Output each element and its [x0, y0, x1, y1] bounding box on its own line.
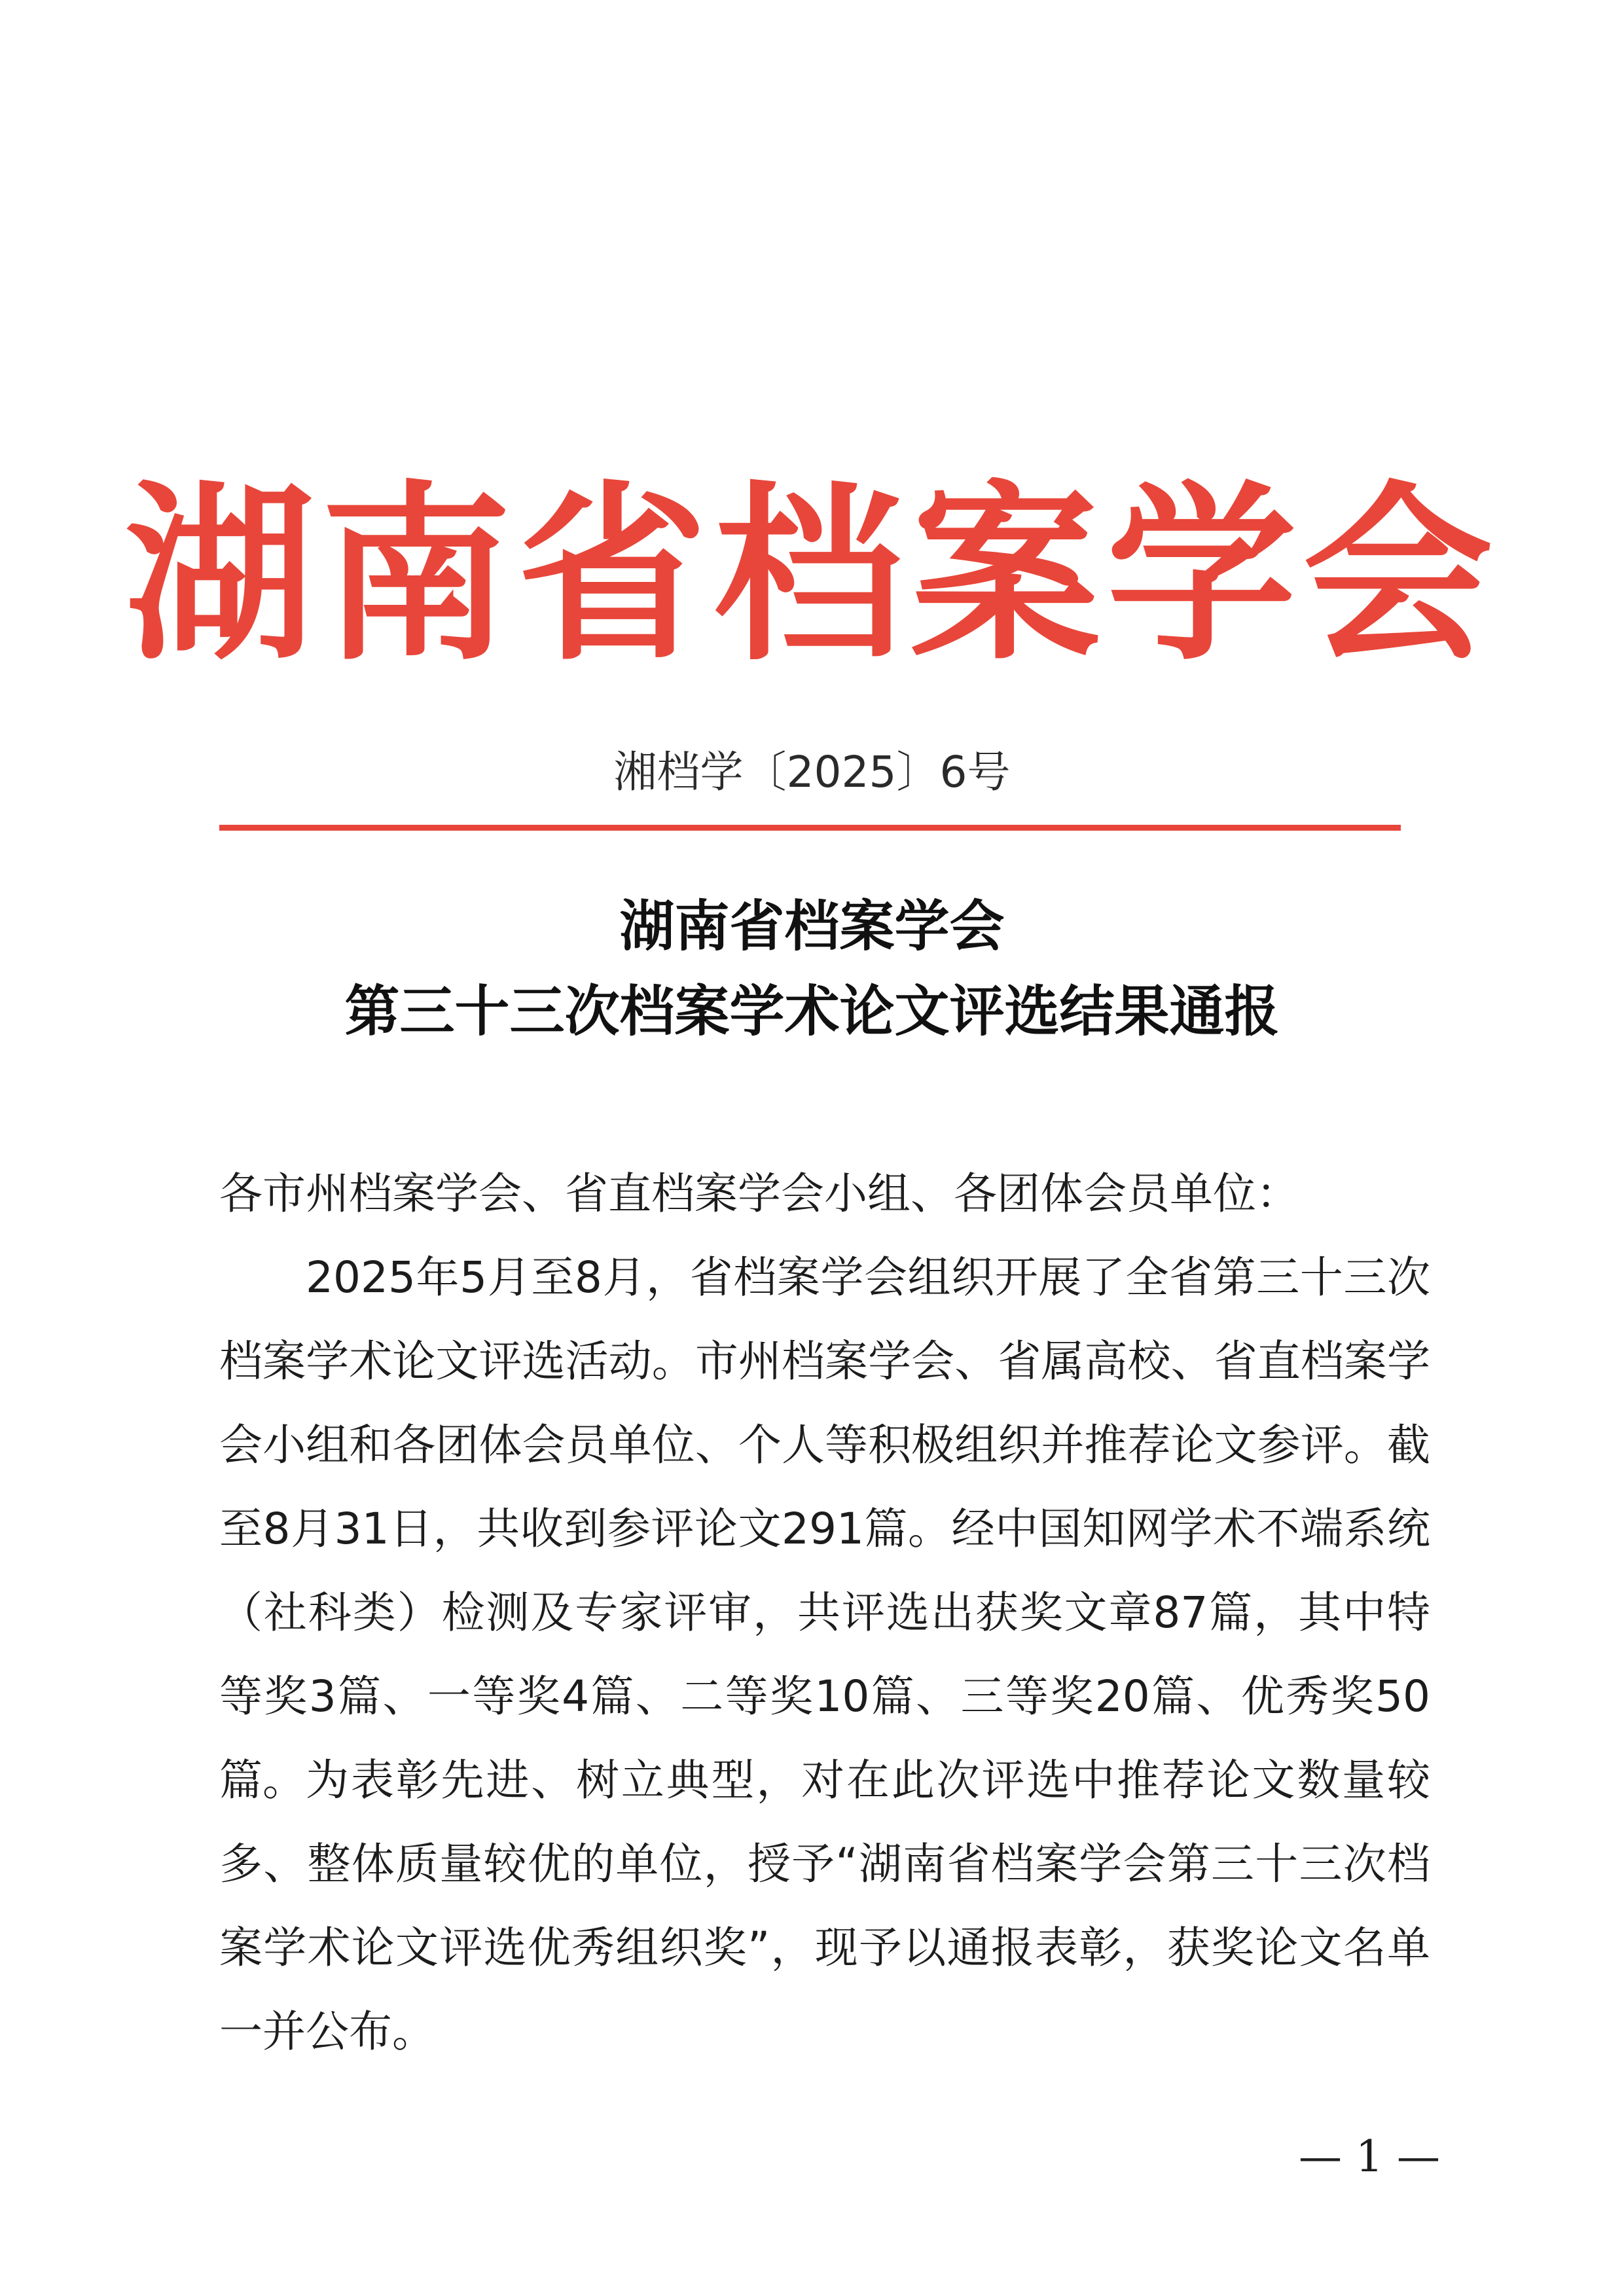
document-title-line-1: 湖南省档案学会: [619, 894, 1005, 958]
document-number: 湘档学〔2025〕6号: [613, 747, 1011, 797]
red-divider-line: [219, 825, 1401, 831]
issuing-organization-header: 湖南省档案学会: [124, 465, 1500, 686]
page-number: — 1 —: [1299, 2131, 1440, 2182]
body-paragraph-1: 2025年5月至8月，省档案学会组织开展了全省第三十三次档案学术论文评选活动。市州档案学会、省属高校、省直档案学会小组和各团体会员单位、个人等积极组织并推荐论文参评。截至8月31日，共收到参评论文291篇。经中国知网学术不端系统（社科类）检测及专家评审，共评选出获奖文章87篇，其中特等奖3篇、一等奖4篇、二等奖10篇、三等奖20篇、优秀奖50篇。: [219, 1252, 1430, 1805]
salutation: 各市州档案学会、省直档案学会小组、各团体会员单位：: [219, 1168, 1299, 1219]
body-paragraph-2: 为表彰先进、树立典型，对在此次评选中推荐论文数量较多、整体质量较优的单位，授予“湖南省档案学会第三十三次档案学术论文评选优秀组织奖”，现予以通报表彰，获奖论文名单一并公布。: [219, 1755, 1430, 2057]
document-title-line-2: 第三十三次档案学术论文评选结果通报: [344, 979, 1280, 1043]
